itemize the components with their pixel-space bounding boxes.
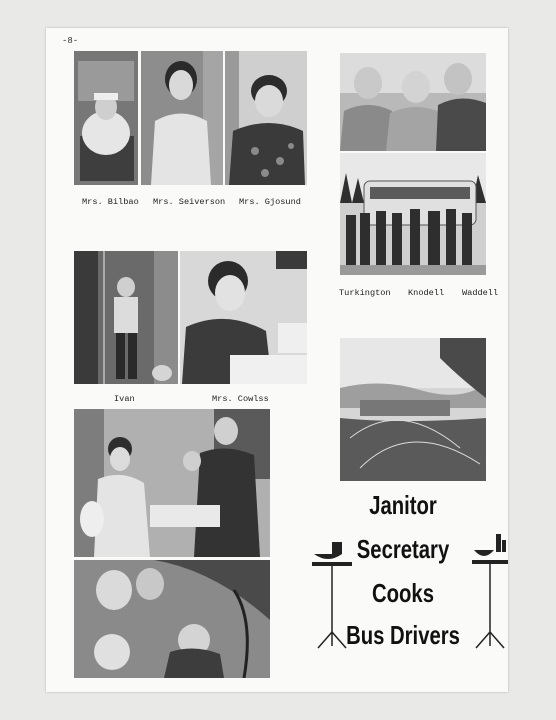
photo-bus-passengers xyxy=(74,560,270,678)
caption-knodell: Knodell xyxy=(408,288,445,298)
photo-logging-landscape xyxy=(340,338,486,481)
photo-school-bus xyxy=(340,153,486,275)
caption-mrs-gjosund: Mrs. Gjosund xyxy=(239,197,301,207)
photo-mrs-bilbao xyxy=(74,51,138,185)
photo-mrs-gjosund xyxy=(225,51,307,185)
photo-mrs-seiverson xyxy=(141,51,223,185)
caption-waddell: Waddell xyxy=(462,288,499,298)
headline-bus-drivers: Bus Drivers xyxy=(346,620,460,650)
photo-mrs-cowles xyxy=(180,251,307,384)
caption-mrs-cowles: Mrs. Cowlss xyxy=(212,394,269,404)
headline-janitor: Janitor xyxy=(369,490,437,520)
photo-kitchen-cooks xyxy=(74,409,270,557)
photo-ivan xyxy=(74,251,178,384)
headline-cooks: Cooks xyxy=(372,578,434,608)
headline-secretary: Secretary xyxy=(356,534,450,564)
caption-mrs-seiverson: Mrs. Seiverson xyxy=(153,197,226,207)
page-number: -8- xyxy=(62,36,79,46)
caption-ivan: Ivan xyxy=(114,394,135,404)
caption-mrs-bilbao: Mrs. Bilbao xyxy=(82,197,139,207)
photo-bus-drivers xyxy=(340,53,486,151)
lamp-stand-right-illustration xyxy=(470,532,510,650)
caption-turkington: Turkington xyxy=(339,288,391,298)
